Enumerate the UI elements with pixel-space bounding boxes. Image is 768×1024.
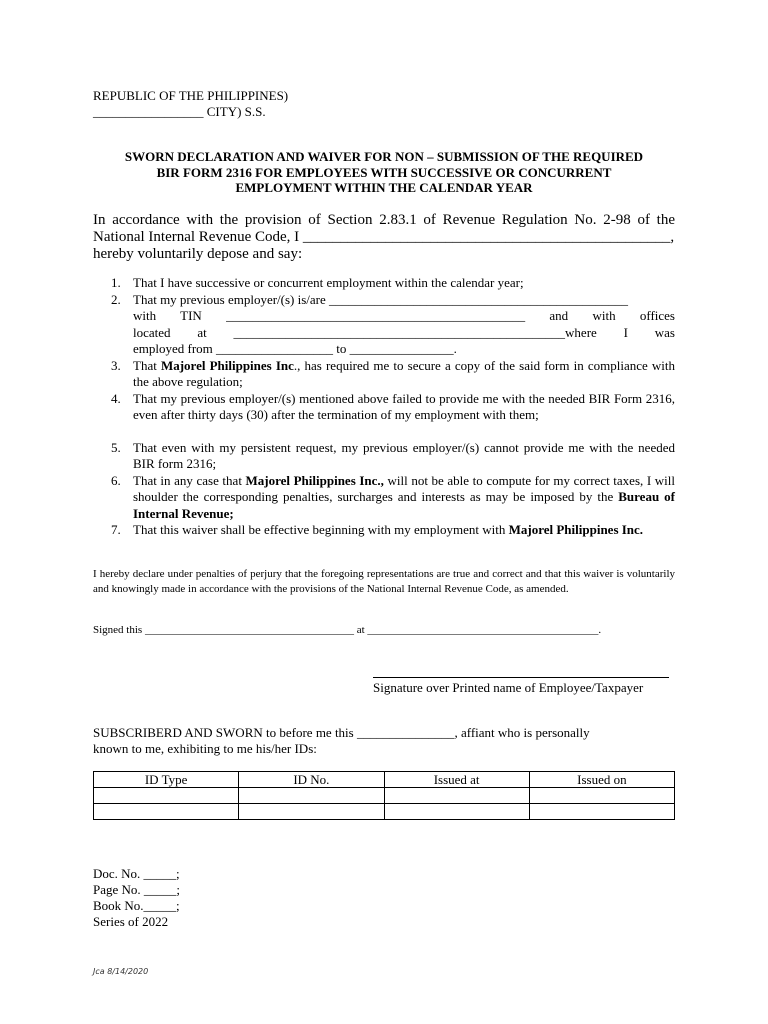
- item-text: That I have successive or concurrent employment within the calendar year;: [133, 275, 524, 290]
- list-item: [93, 522, 675, 539]
- list-item: [93, 358, 675, 391]
- series-year: Series of 2022: [93, 914, 169, 929]
- id-table: [93, 771, 675, 820]
- table-cell[interactable]: [94, 788, 239, 804]
- item-number: 7.: [111, 522, 121, 537]
- item-number: 2.: [111, 291, 121, 307]
- perjury-declaration: I hereby declare under penalties of perjury that the foregoing representations are true and correct and that this waiver is voluntarily and knowingly made in accordance with the provisions of the National Internal Revenue Code, as amended.: [93, 568, 675, 595]
- item-number: 6.: [111, 472, 121, 488]
- item-text: That even with my persistent request, my previous employer/(s) cannot provide me with the needed BIR form 2316;: [133, 439, 675, 471]
- list-item: [93, 440, 675, 473]
- item-text-post: will not be able to compute for my correct taxes, I will shoulder the corresponding penalties, surcharges and interests as may be imposed by the: [133, 472, 675, 504]
- item-number: 5.: [111, 439, 121, 455]
- item-text-post: ., has required me to secure a copy of the said form in compliance with the above regulation;: [133, 357, 675, 389]
- title-line-3: EMPLOYMENT WITHIN THE CALENDAR YEAR: [235, 180, 533, 195]
- list-item: [93, 292, 675, 358]
- item-line: located at ___________________________________________________where I was: [133, 324, 675, 340]
- header-republic: REPUBLIC OF THE PHILIPPINES): [93, 88, 289, 103]
- doc-no: Doc. No. _____;: [93, 866, 180, 881]
- item-text: That my previous employer/(s) mentioned above failed to provide me with the needed BIR Form 2316, even after thirty days (30) after the termination of my employment with them;: [133, 390, 675, 422]
- statement-list: [93, 275, 675, 539]
- item-line: with TIN ______________________________________________ and with offices: [133, 308, 675, 323]
- title-line-2: BIR FORM 2316 FOR EMPLOYEES WITH SUCCESSIVE OR CONCURRENT: [156, 164, 612, 180]
- table-row: [94, 804, 675, 820]
- col-id-type: ID Type: [94, 772, 239, 788]
- signature-label: Signature over Printed name of Employee/Taxpayer: [373, 680, 644, 695]
- table-row: [94, 788, 675, 804]
- intro-line-1: In accordance with the provision of Section 2.83.1 of Revenue Regulation No. 2-98 of the: [93, 212, 675, 228]
- subscribed-line-1: SUBSCRIBERD AND SWORN to before me this _______________, affiant who is personally: [93, 725, 590, 740]
- company-name: Majorel Philippines Inc: [160, 357, 294, 373]
- intro-line-3: hereby voluntarily depose and say:: [93, 246, 303, 262]
- item-number: 3.: [111, 357, 121, 373]
- signed-this-line: Signed this ______________________________________ at __________________________________________.: [93, 624, 602, 636]
- list-item: [93, 473, 675, 523]
- table-cell[interactable]: [239, 804, 384, 820]
- document-title: [93, 149, 675, 196]
- table-header-row: [94, 772, 675, 788]
- item-number: 1.: [111, 275, 121, 290]
- table-cell[interactable]: [529, 804, 674, 820]
- book-no: Book No._____;: [93, 898, 180, 913]
- col-issued-on: Issued on: [529, 772, 674, 788]
- page-no: Page No. _____;: [93, 882, 181, 897]
- item-number: 4.: [111, 390, 121, 406]
- col-id-no: ID No.: [239, 772, 384, 788]
- footer-initials: Jca 8/14/2020: [93, 967, 149, 976]
- item-text-pre: That in any case that: [133, 472, 246, 488]
- item-text-pre: That this waiver shall be effective beginning with my employment with: [133, 522, 509, 537]
- subscribed-line-2: known to me, exhibiting to me his/her IDs:: [93, 741, 317, 756]
- list-item: [93, 275, 675, 292]
- table-cell[interactable]: [384, 804, 529, 820]
- item-line: That my previous employer/(s) is/are ______________________________________________: [133, 291, 629, 307]
- company-name: Majorel Philippines Inc.,: [245, 472, 384, 488]
- header-city: _________________ CITY) S.S.: [93, 104, 266, 119]
- table-cell[interactable]: [94, 804, 239, 820]
- title-line-1: SWORN DECLARATION AND WAIVER FOR NON – SUBMISSION OF THE REQUIRED: [124, 149, 644, 164]
- bureau-name: Bureau of Internal Revenue;: [133, 489, 675, 521]
- table-cell[interactable]: [529, 788, 674, 804]
- intro-line-2: National Internal Revenue Code, I _________________________________________________,: [93, 229, 675, 245]
- table-cell[interactable]: [239, 788, 384, 804]
- company-name: Majorel Philippines Inc.: [508, 522, 644, 537]
- item-text-pre: That: [133, 357, 161, 373]
- col-issued-at: Issued at: [384, 772, 529, 788]
- signature-line: [373, 677, 669, 678]
- table-cell[interactable]: [384, 788, 529, 804]
- list-item: [93, 391, 675, 424]
- item-line: employed from __________________ to ________________.: [133, 341, 457, 356]
